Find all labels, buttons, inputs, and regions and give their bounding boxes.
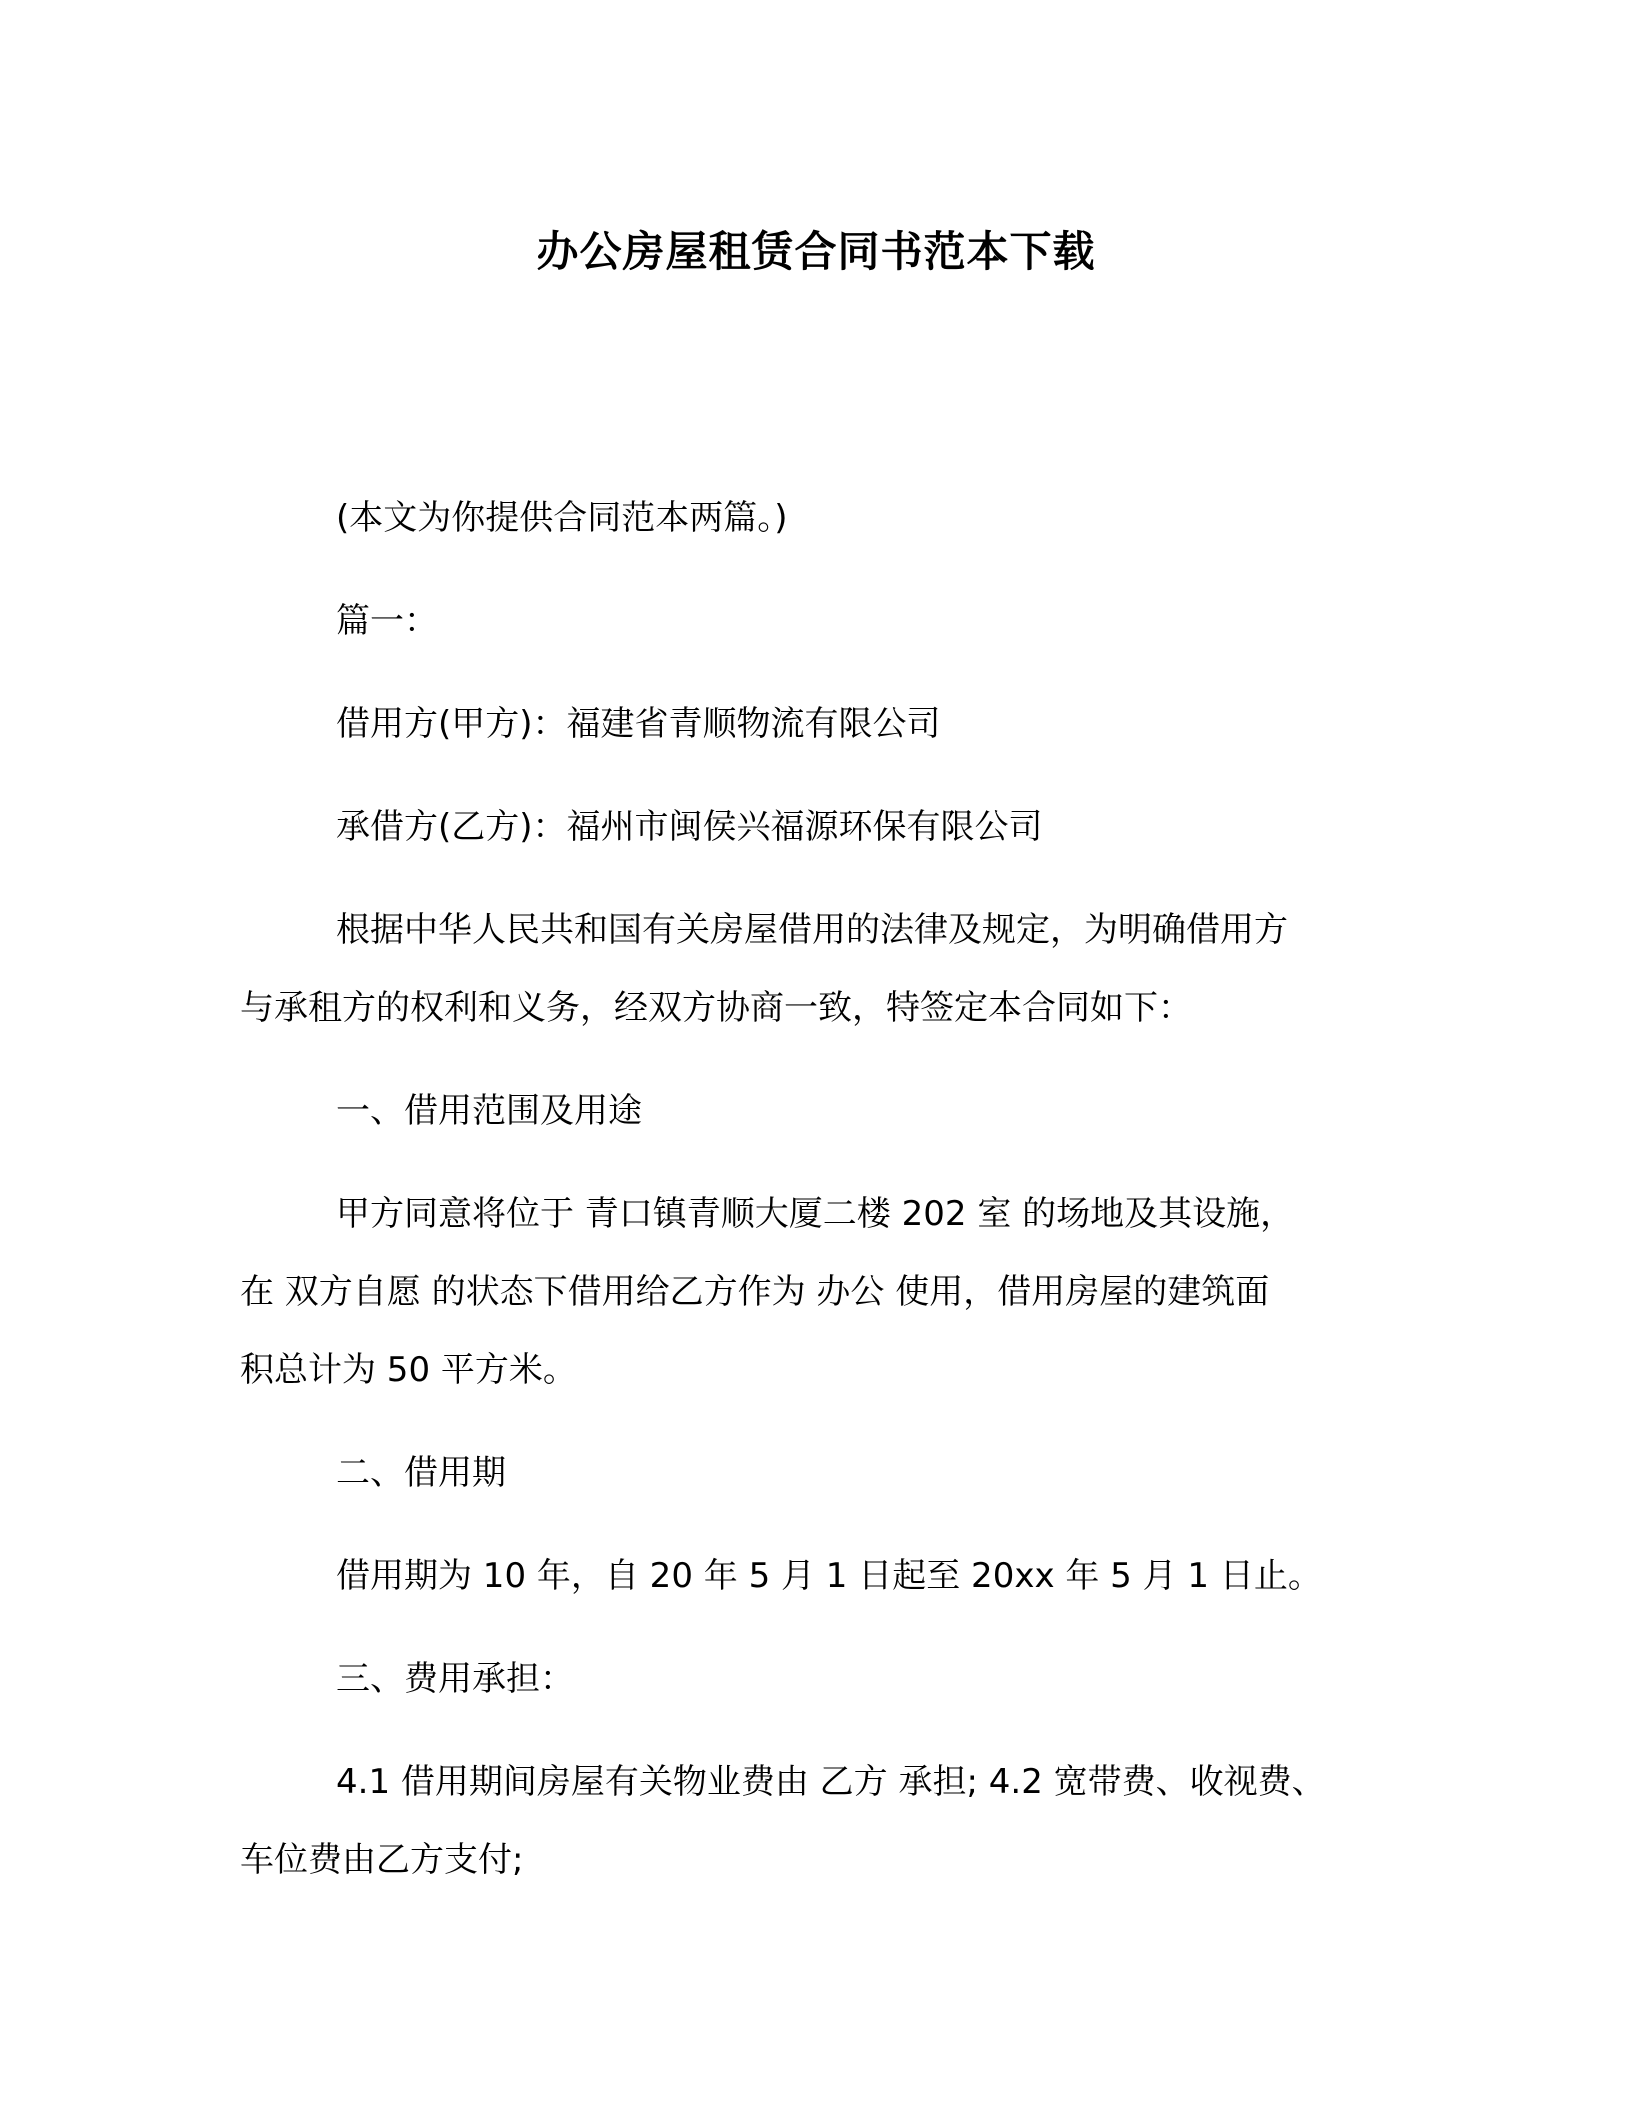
section-3-line-1: 4.1 借用期间房屋有关物业费由 乙方 承担; 4.2 宽带费、收视费、	[336, 1762, 1326, 1802]
section-3-heading: 三、费用承担：	[336, 1659, 574, 1699]
section-2-heading: 二、借用期	[336, 1453, 506, 1493]
section-1-line-3: 积总计为 50 平方米。	[240, 1350, 577, 1390]
preamble-line-1: 根据中华人民共和国有关房屋借用的法律及规定，为明确借用方	[336, 910, 1288, 950]
intro-note: (本文为你提供合同范本两篇。)	[336, 498, 788, 538]
section-1-heading: 一、借用范围及用途	[336, 1091, 642, 1131]
party-a: 借用方(甲方)：福建省青顺物流有限公司	[336, 704, 941, 744]
part-label: 篇一：	[336, 601, 438, 641]
preamble-line-2: 与承租方的权利和义务，经双方协商一致，特签定本合同如下：	[240, 988, 1192, 1028]
section-2-text: 借用期为 10 年，自 20 年 5 月 1 日起至 20xx 年 5 月 1 日止。	[336, 1556, 1322, 1596]
document-title: 办公房屋租赁合同书范本下载	[536, 227, 1096, 276]
section-3-line-2: 车位费由乙方支付;	[240, 1840, 524, 1880]
section-1-line-2: 在 双方自愿 的状态下借用给乙方作为 办公 使用，借用房屋的建筑面	[240, 1272, 1270, 1312]
party-b: 承借方(乙方)：福州市闽侯兴福源环保有限公司	[336, 807, 1043, 847]
section-1-line-1: 甲方同意将位于 青口镇青顺大厦二楼 202 室 的场地及其设施，	[336, 1194, 1295, 1234]
